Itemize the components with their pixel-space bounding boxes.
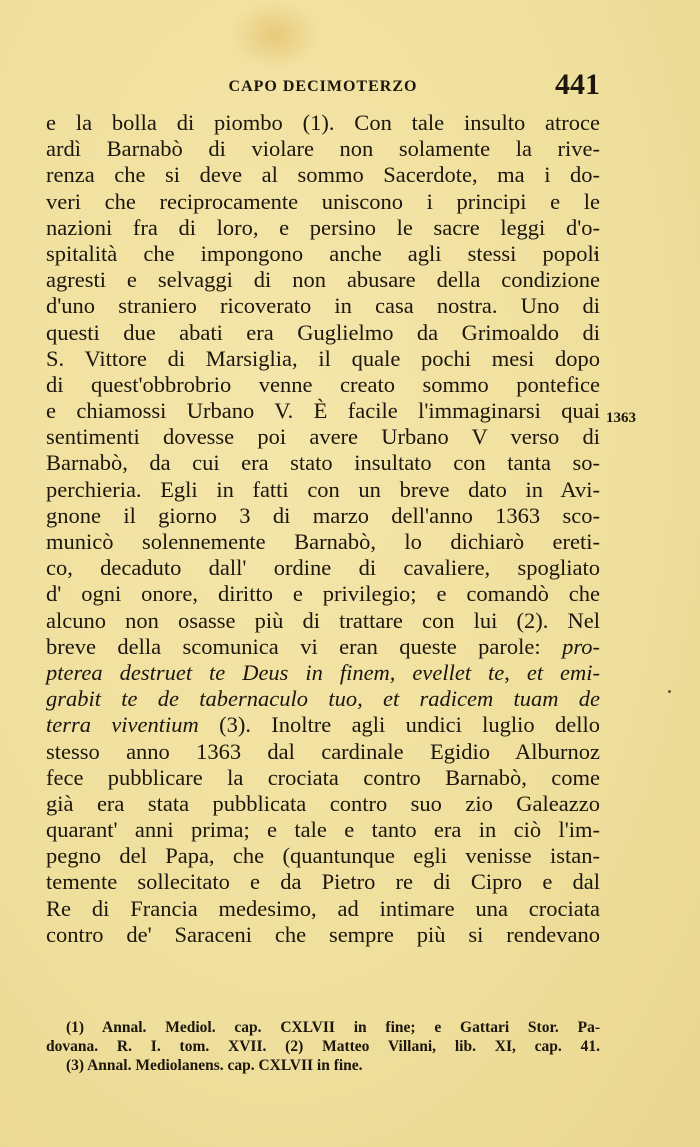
- text-line: [46, 267, 600, 293]
- text-line: [46, 241, 600, 267]
- text-line: [46, 817, 600, 843]
- text-line: [46, 791, 600, 817]
- paper-stain: [230, 0, 320, 70]
- text-segment: stesso anno 1363 dal cardinale Egidio Alburnoz: [46, 738, 600, 764]
- text-segment: quarant' anni prima; e tale e tanto era in ciò l'im-: [46, 817, 600, 843]
- text-line: [46, 372, 600, 398]
- text-segment: sentimenti dovesse poi avere Urbano V verso di: [46, 424, 600, 450]
- text-line: [46, 346, 600, 372]
- text-line: [46, 136, 600, 162]
- text-line: [46, 424, 600, 450]
- text-line: [46, 320, 600, 346]
- text-segment: municò solennemente Barnabò, lo dichiarò ereti-: [46, 529, 600, 554]
- text-line: [46, 162, 600, 188]
- text-line: [46, 739, 600, 765]
- footnotes: [46, 1018, 600, 1075]
- text-segment: ardì Barnabò di violare non solamente la rive-: [46, 136, 600, 162]
- text-line: [46, 529, 600, 555]
- italic-text-segment: et emi-: [526, 659, 601, 685]
- text-segment: pegno del Papa, che (quantunque egli venisse istan-: [46, 843, 600, 869]
- text-segment: perchieria. Egli in fatti con un breve dato in Avi-: [46, 476, 600, 502]
- text-line: [46, 581, 600, 607]
- text-segment: spitalità che impongono anche agli stessi popoli: [46, 240, 600, 266]
- text-line: [46, 293, 600, 319]
- text-line: [46, 215, 600, 241]
- body-text: [46, 110, 600, 948]
- text-line: [46, 686, 600, 712]
- text-line: [46, 896, 600, 922]
- text-line: [46, 477, 600, 503]
- text-line: [46, 765, 600, 791]
- text-line: [46, 869, 600, 895]
- text-segment: nazioni fra di loro, e persino le sacre leggi d'o-: [46, 214, 600, 240]
- running-head: CAPO DECIMOTERZO: [228, 78, 418, 95]
- footnote-line: (3) Annal. Mediolanens. cap. CXLVII in fine.: [66, 1057, 363, 1074]
- text-segment: d'uno straniero ricoverato in casa nostra. Uno di: [46, 293, 600, 319]
- text-segment: breve della scomunica vi eran queste parole:: [46, 633, 563, 659]
- text-segment: (3). Inoltre agli undici luglio dello: [198, 712, 600, 738]
- text-line: [46, 450, 600, 476]
- text-line: [46, 398, 600, 424]
- italic-text-segment: evellet te: [412, 659, 505, 685]
- text-segment: ,: [504, 659, 527, 685]
- text-segment: agresti e selvaggi di non abusare della condizione: [46, 267, 600, 293]
- text-line: [46, 189, 600, 215]
- text-segment: Barnabò, da cui era stato insultato con tanta so-: [46, 450, 600, 476]
- text-segment: d' ogni onore, diritto e privilegio; e comandò che: [46, 581, 600, 607]
- text-line: [46, 634, 600, 660]
- text-line: [46, 660, 600, 686]
- text-line: [46, 843, 600, 869]
- text-segment: temente sollecitato e da Pietro re di Cipro e dal: [46, 869, 600, 895]
- text-segment: alcuno non osasse più di trattare con lui (2). Nel: [46, 607, 600, 633]
- text-line: [46, 712, 600, 738]
- page-header: [46, 68, 600, 112]
- text-segment: renza che si deve al sommo Sacerdote, ma i do-: [46, 162, 600, 188]
- italic-text-segment: pro-: [562, 633, 600, 659]
- paper-speck: [668, 690, 671, 693]
- text-segment: co, decaduto dall' ordine di cavaliere, spogliato: [46, 555, 600, 581]
- margin-year-note: 1363: [606, 410, 636, 426]
- text-line: [46, 110, 600, 136]
- text-segment: S. Vittore di Marsiglia, il quale pochi mesi dopo: [46, 345, 600, 371]
- text-segment: questi due abati era Guglielmo da Grimoaldo di: [46, 319, 600, 345]
- italic-text-segment: grabit te de tabernaculo tuo, et radicem tuam de: [46, 686, 600, 712]
- text-line: [46, 503, 600, 529]
- text-segment: e la bolla di piombo (1). Con tale insulto atroce: [46, 110, 600, 135]
- text-segment: veri che reciprocamente uniscono i principi e le: [46, 188, 600, 214]
- text-segment: contro de' Saraceni che sempre più si rendevano: [46, 921, 600, 947]
- text-line: [46, 555, 600, 581]
- text-segment: gnone il giorno 3 di marzo dell'anno 1363 sco-: [46, 502, 600, 528]
- text-line: [46, 608, 600, 634]
- footnote-line: (1) Annal. Mediol. cap. CXLVII in fine; e Gattari Stor. Pa-: [66, 1019, 600, 1036]
- page-number: 441: [555, 68, 600, 101]
- italic-text-segment: pterea destruet te Deus in finem,: [46, 659, 413, 685]
- text-segment: Re di Francia medesimo, ad intimare una crociata: [46, 895, 600, 921]
- text-segment: già era stata pubblicata contro suo zio Galeazzo: [46, 790, 600, 816]
- text-segment: fece pubblicare la crociata contro Barnabò, come: [46, 764, 600, 790]
- text-segment: di quest'obbrobrio venne creato sommo pontefice: [46, 371, 600, 397]
- text-line: [46, 922, 600, 948]
- text-segment: e chiamossi Urbano V. È facile l'immaginarsi quai: [46, 398, 600, 424]
- footnote-line: dovana. R. I. tom. XVII. (2) Matteo Villani, lib. XI, cap. 41.: [46, 1038, 600, 1055]
- italic-text-segment: terra viventium: [46, 712, 199, 738]
